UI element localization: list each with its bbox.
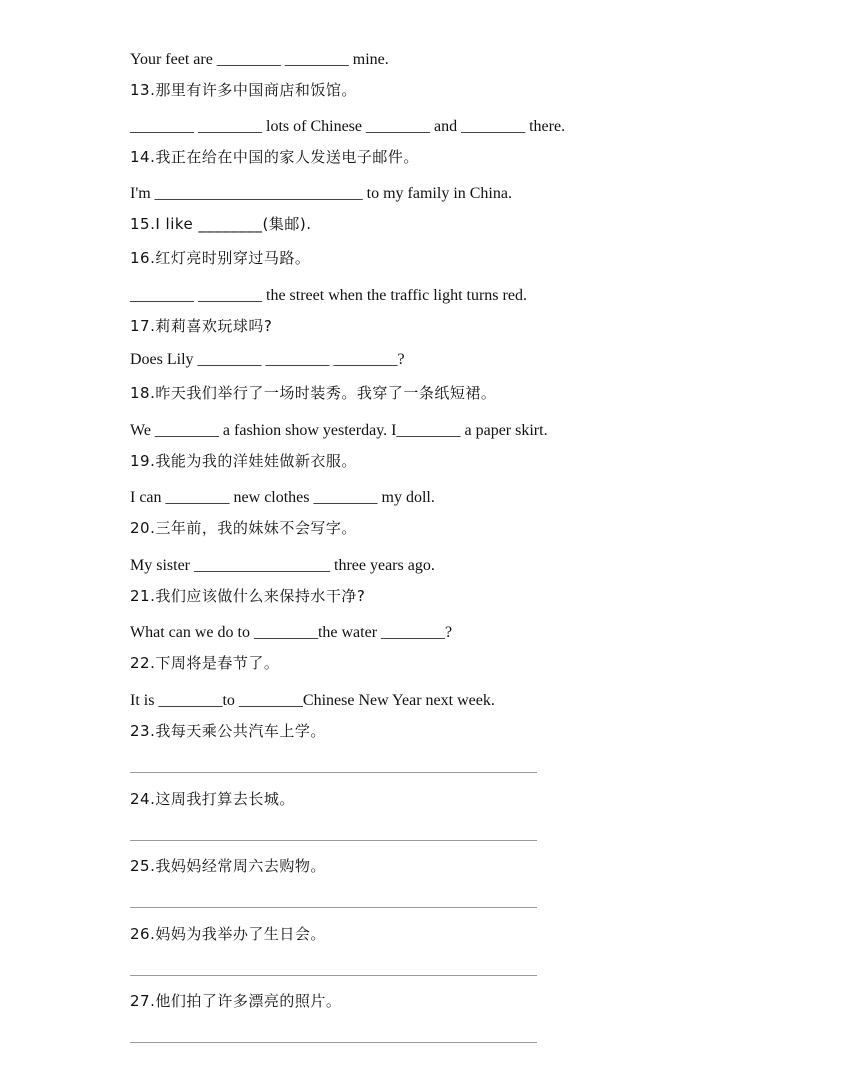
q25-chinese-prompt: 25.我妈妈经常周六去购物。 — [130, 857, 326, 875]
q13-english-sentence: ________ ________ lots of Chinese ________ and ________ there. — [130, 118, 566, 135]
q24-answer-line[interactable] — [130, 840, 537, 841]
q21-english-sentence: What can we do to ________the water ________? — [130, 624, 453, 641]
q26-chinese-prompt: 26.妈妈为我举办了生日会。 — [130, 925, 326, 943]
q14-english-sentence: I'm __________________________ to my family in China. — [130, 185, 512, 202]
q26-answer-line[interactable] — [130, 975, 537, 976]
q17-english-sentence: Does Lily ________ ________ ________? — [130, 351, 405, 368]
q18-english-sentence: We ________ a fashion show yesterday. I________ a paper skirt. — [130, 422, 548, 439]
q27-chinese-prompt: 27.他们拍了许多漂亮的照片。 — [130, 992, 342, 1010]
q16-english-sentence: ________ ________ the street when the traffic light turns red. — [130, 287, 527, 304]
q18-chinese-prompt: 18.昨天我们举行了一场时装秀。我穿了一条纸短裙。 — [130, 384, 497, 402]
q27-answer-line[interactable] — [130, 1042, 537, 1043]
q24-chinese-prompt: 24.这周我打算去长城。 — [130, 790, 295, 808]
q16-chinese-prompt: 16.红灯亮时别穿过马路。 — [130, 249, 311, 267]
q13-chinese-prompt: 13.那里有许多中国商店和饭馆。 — [130, 81, 357, 99]
q21-chinese-prompt: 21.我们应该做什么来保持水干净? — [130, 587, 366, 605]
q15-prompt: 15.I like ________(集邮). — [130, 215, 312, 233]
q12-english-sentence: Your feet are ________ ________ mine. — [130, 51, 389, 68]
q23-answer-line[interactable] — [130, 772, 537, 773]
q22-english-sentence: It is ________to ________Chinese New Year next week. — [130, 692, 495, 709]
q20-chinese-prompt: 20.三年前，我的妹妹不会写字。 — [130, 519, 357, 537]
q25-answer-line[interactable] — [130, 907, 537, 908]
q17-chinese-prompt: 17.莉莉喜欢玩球吗? — [130, 317, 273, 335]
q20-english-sentence: My sister _________________ three years ago. — [130, 557, 435, 574]
q19-chinese-prompt: 19.我能为我的洋娃娃做新衣服。 — [130, 452, 357, 470]
q22-chinese-prompt: 22.下周将是春节了。 — [130, 654, 280, 672]
q14-chinese-prompt: 14.我正在给在中国的家人发送电子邮件。 — [130, 148, 419, 166]
q23-chinese-prompt: 23.我每天乘公共汽车上学。 — [130, 722, 326, 740]
q19-english-sentence: I can ________ new clothes ________ my doll. — [130, 489, 435, 506]
